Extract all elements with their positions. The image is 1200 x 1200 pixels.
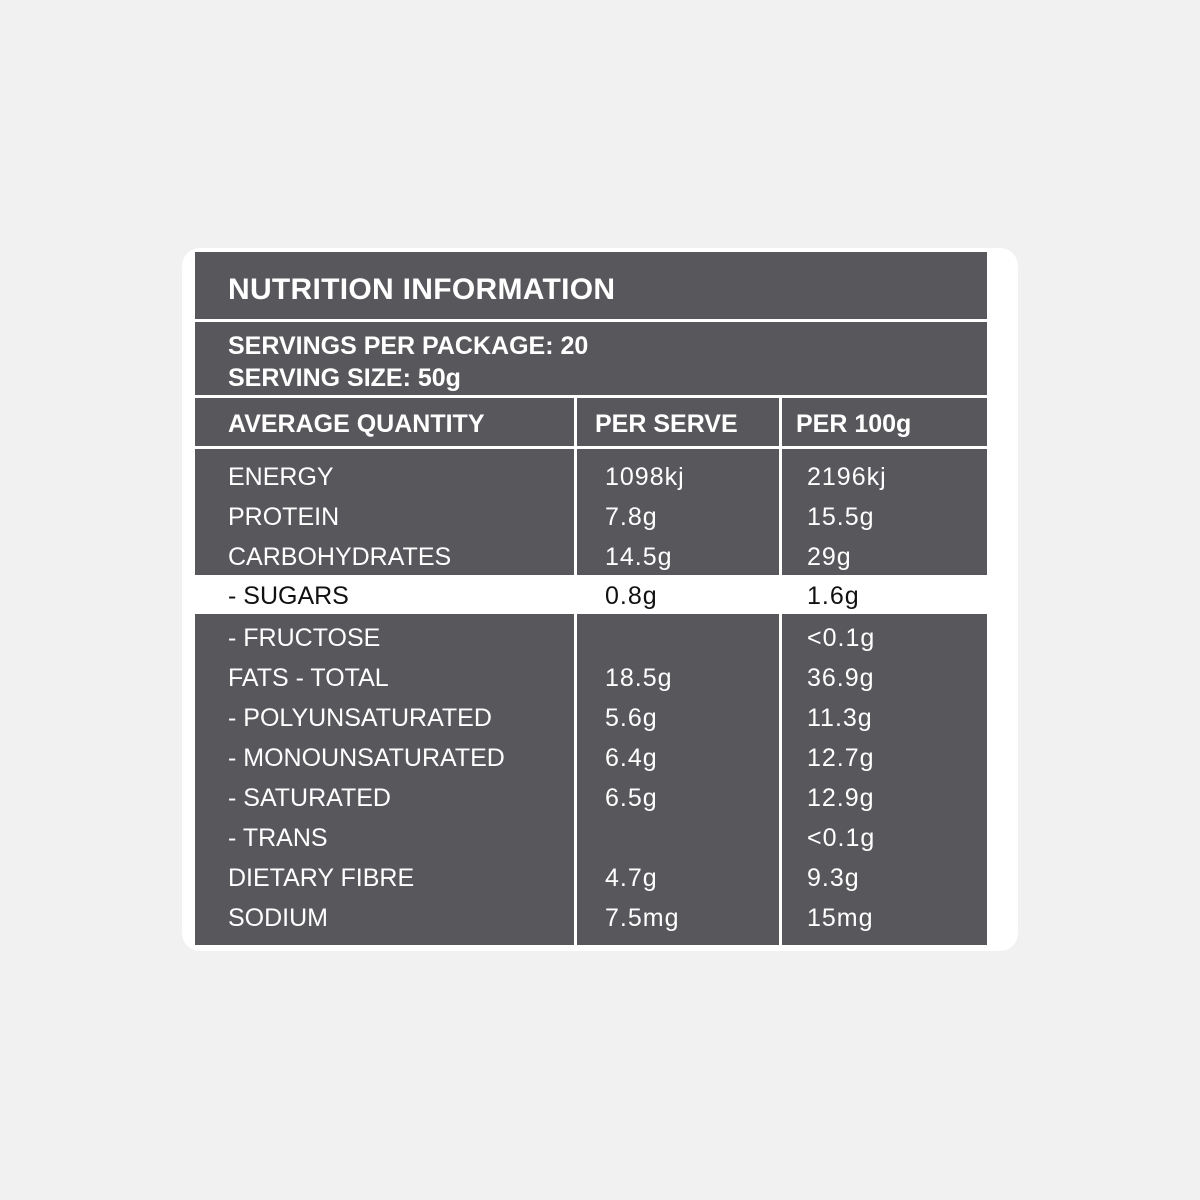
row-per-100g-saturated: 12.9g	[807, 784, 875, 812]
row-per-serve-sodium: 7.5mg	[605, 904, 680, 932]
row-per-100g-carbohydrates: 29g	[807, 543, 852, 571]
row-name-sodium: SODIUM	[228, 904, 328, 932]
row-name-dietary-fibre: DIETARY FIBRE	[228, 864, 415, 892]
row-per-serve-saturated: 6.5g	[605, 784, 658, 812]
row-per-serve-energy: 1098kj	[605, 463, 685, 491]
row-per-100g-fructose: <0.1g	[807, 624, 876, 652]
row-per-serve-monounsaturated: 6.4g	[605, 744, 658, 772]
servings-per-package: SERVINGS PER PACKAGE: 20	[228, 332, 589, 360]
row-name-fats-total: FATS - TOTAL	[228, 664, 389, 692]
row-name-polyunsaturated: - POLYUNSATURATED	[228, 704, 492, 732]
servings-block	[195, 322, 987, 395]
row-name-fructose: - FRUCTOSE	[228, 624, 381, 652]
row-per-serve-sugars: 0.8g	[605, 582, 658, 610]
name-column-top	[195, 449, 574, 575]
per-100g-column-bottom	[782, 614, 987, 945]
panel-title: NUTRITION INFORMATION	[195, 252, 987, 319]
row-per-100g-sugars: 1.6g	[807, 582, 860, 610]
row-per-serve-polyunsaturated: 5.6g	[605, 704, 658, 732]
row-per-100g-energy: 2196kj	[807, 463, 887, 491]
row-per-100g-protein: 15.5g	[807, 503, 875, 531]
row-per-100g-monounsaturated: 12.7g	[807, 744, 875, 772]
row-per-100g-dietary-fibre: 9.3g	[807, 864, 860, 892]
row-per-100g-fats-total: 36.9g	[807, 664, 875, 692]
row-name-energy: ENERGY	[228, 463, 334, 491]
per-serve-column-top	[577, 449, 779, 575]
row-per-serve-trans	[577, 818, 779, 858]
row-per-serve-carbohydrates: 14.5g	[605, 543, 673, 571]
serving-size: SERVING SIZE: 50g	[228, 364, 461, 392]
nutrition-panel	[195, 252, 987, 945]
per-100g-column-top	[782, 449, 987, 575]
highlighted-row-sugars	[195, 575, 987, 614]
row-name-monounsaturated: - MONOUNSATURATED	[228, 744, 505, 772]
row-per-serve-protein: 7.8g	[605, 503, 658, 531]
header-per-100g: PER 100g	[782, 398, 987, 446]
row-name-sugars: - SUGARS	[228, 582, 349, 610]
row-per-100g-sodium: 15mg	[807, 904, 874, 932]
row-per-serve-dietary-fibre: 4.7g	[605, 864, 658, 892]
row-per-100g-trans: <0.1g	[807, 824, 876, 852]
row-per-100g-polyunsaturated: 11.3g	[807, 704, 873, 732]
row-name-trans: - TRANS	[228, 824, 328, 852]
row-per-serve-fats-total: 18.5g	[605, 664, 673, 692]
name-column-bottom	[195, 614, 574, 945]
row-name-protein: PROTEIN	[228, 503, 340, 531]
row-name-saturated: - SATURATED	[228, 784, 391, 812]
header-average-quantity: AVERAGE QUANTITY	[195, 398, 574, 446]
row-name-carbohydrates: CARBOHYDRATES	[228, 543, 452, 571]
per-serve-column-bottom	[577, 614, 779, 945]
header-per-serve: PER SERVE	[577, 398, 779, 446]
row-per-serve-fructose	[577, 618, 779, 658]
